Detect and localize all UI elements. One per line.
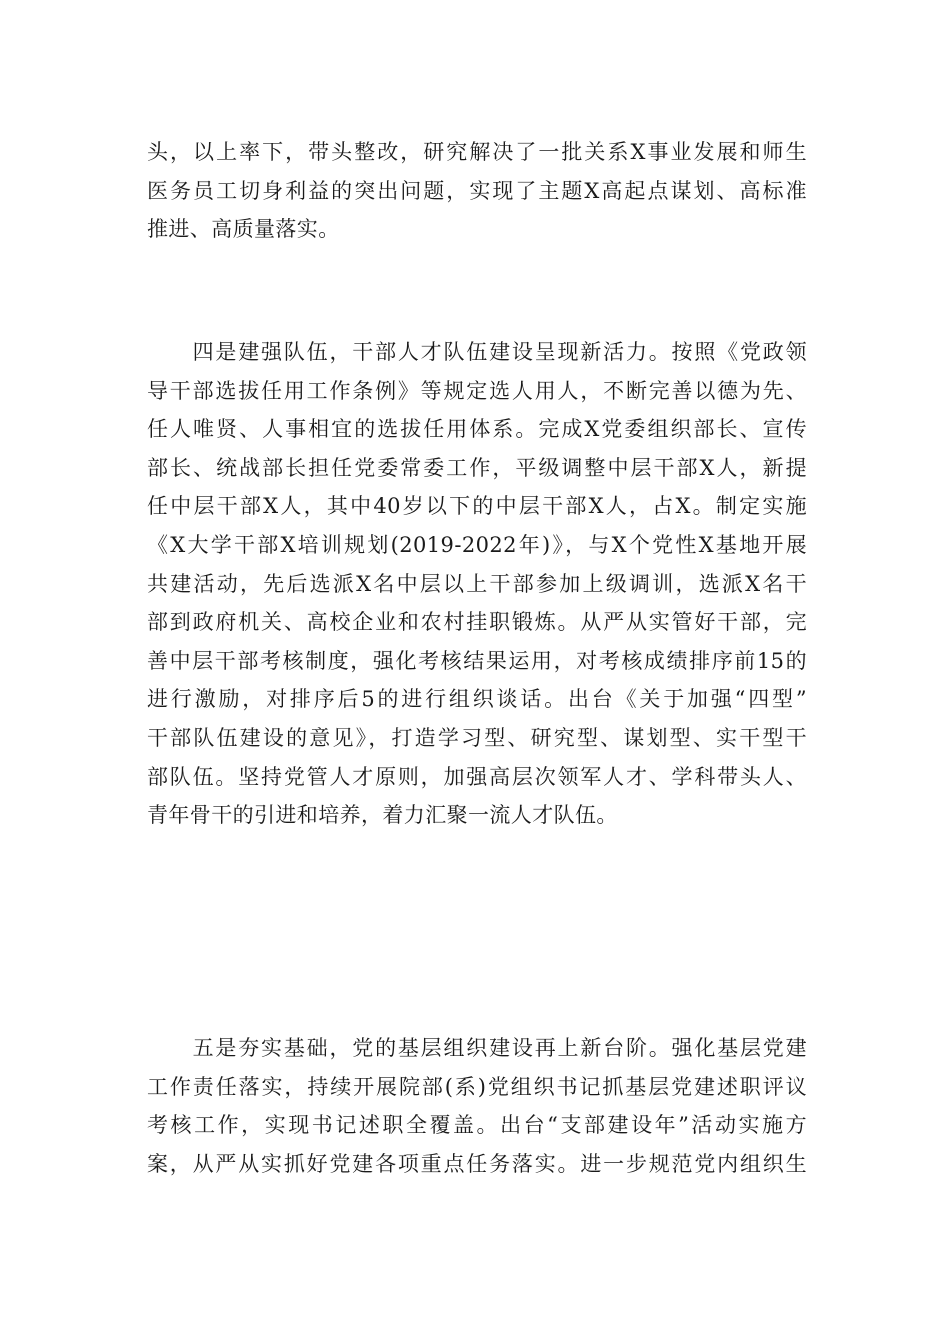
text-line: 五是夯实基础，党的基层组织建设再上新台阶。强化基层党建 [147,1036,807,1060]
text-line: 导干部选拔任用工作条例》等规定选人用人，不断完善以德为先、 [147,378,807,403]
text-line: 四是建强队伍，干部人才队伍建设呈现新活力。按照《党政领 [147,340,807,364]
text-line: 部队伍。坚持党管人才原则，加强高层次领军人才、学科带头人、 [147,764,807,789]
text-line: 部长、统战部长担任党委常委工作，平级调整中层干部X人，新提 [147,455,807,480]
text-line: 青年骨干的引进和培养，着力汇聚一流人才队伍。 [147,803,618,828]
text-line: 案，从严从实抓好党建各项重点任务落实。进一步规范党内组织生 [147,1151,807,1176]
text-line: 头，以上率下，带头整改，研究解决了一批关系X事业发展和师生 [147,140,807,164]
text-line: 《X大学干部X培训规划(2019-2022年)》，与X个党性X基地开展 [147,532,807,557]
text-line: 进行激励，对排序后5的进行组织谈话。出台《关于加强“四型” [147,687,807,712]
paragraph-grassroots [147,1029,807,1183]
text-line: 共建活动，先后选派X名中层以上干部参加上级调训，选派X名干 [147,571,807,596]
paragraph-team-building [147,333,807,835]
paragraph-continuation [147,133,807,249]
text-line: 任人唯贤、人事相宜的选拔任用体系。完成X党委组织部长、宣传 [147,417,807,442]
text-line: 善中层干部考核制度，强化考核结果运用，对考核成绩排序前15的 [147,648,807,673]
text-line: 考核工作，实现书记述职全覆盖。出台“支部建设年”活动实施方 [147,1113,807,1138]
text-line: 部到政府机关、高校企业和农村挂职锻炼。从严从实管好干部，完 [147,610,807,635]
text-line: 干部队伍建设的意见》，打造学习型、研究型、谋划型、实干型干 [147,725,807,750]
text-line: 工作责任落实，持续开展院部(系)党组织书记抓基层党建述职评议 [147,1074,807,1099]
text-line: 推进、高质量落实。 [147,217,340,242]
text-line: 医务员工切身利益的突出问题，实现了主题X高起点谋划、高标准 [147,178,807,203]
text-line: 任中层干部X人，其中40岁以下的中层干部X人，占X。制定实施 [147,494,807,519]
